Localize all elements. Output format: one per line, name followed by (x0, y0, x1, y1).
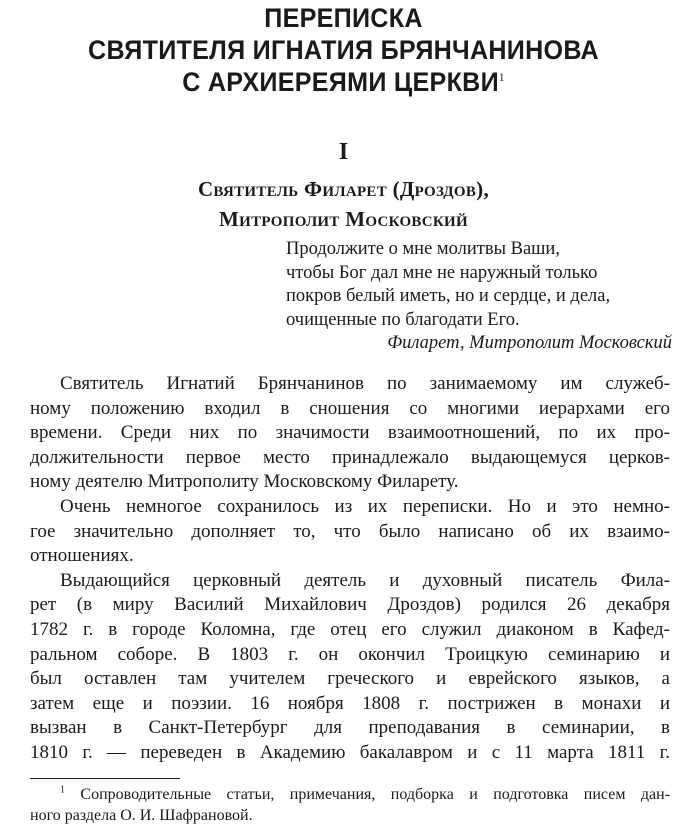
body-line: ральном соборе. В 1803 г. он окончил Троицкую семинарию и (30, 643, 670, 665)
body-line: ному деятелю Митрополиту Московскому Филарету. (30, 471, 459, 493)
epigraph (286, 238, 672, 356)
body-line: вызван в Санкт-Петербург для преподавания в семинарии, в (30, 717, 670, 739)
footnote (30, 784, 670, 826)
epigraph-signature: Филарет, Митрополит Московский (387, 333, 672, 353)
body-line: Очень немногое сохранилось из их переписки. Но и это немно- (60, 495, 670, 517)
body-line: гое значительно дополняет то, что было написано об их взаимо- (30, 520, 670, 542)
body-line: был оставлен там учителем греческого и еврейского языков, а (30, 668, 670, 690)
section-subtitle-line-1: Святитель Филарет (Дроздов), (197, 177, 490, 201)
body-line: 1810 г. — переведен в Академию бакалавром и с 11 марта 1811 г. (30, 741, 670, 763)
body-line: Выдающийся церковный деятель и духовный писатель Фила- (60, 569, 670, 591)
footnote-divider (30, 778, 180, 779)
body-line: 1782 г. в городе Коломна, где отец его служил диаконом в Кафед- (30, 618, 670, 640)
body-line: времени. Среди них по значимости взаимоотношений, по их про- (30, 422, 670, 444)
body-line: затем еще и поэзии. 16 ноября 1808 г. пострижен в монахи и (30, 692, 670, 714)
epigraph-line: очищенные по благодати Его. (286, 309, 520, 330)
epigraph-line: Продолжите о мне молитвы Ваши, (286, 239, 560, 259)
section-subtitle (0, 174, 687, 234)
body-line: ному положению входил в сношения со многими иерархами его (30, 397, 670, 419)
title-footnote-marker[interactable]: 1 (498, 70, 505, 84)
chapter-title-line-3-text: С АРХИЕРЕЯМИ ЦЕРКВИ (182, 67, 499, 97)
body-line: рет (в миру Василий Михайлович Дроздов) родился 26 декабря (30, 594, 670, 616)
footnote-line: ного раздела О. И. Шафрановой. (30, 807, 253, 824)
chapter-title-line-2: СВЯТИТЕЛЯ ИГНАТИЯ БРЯНЧАНИНОВА (88, 35, 599, 65)
footnote-marker: 1 (60, 784, 65, 796)
body-line: Святитель Игнатий Брянчанинов по занимаемому им служеб- (60, 373, 670, 394)
chapter-title-line-1: ПЕРЕПИСКА (264, 3, 423, 33)
footnote-line (30, 784, 670, 805)
epigraph-line: чтобы Бог дал мне не наружный только (286, 262, 598, 283)
footnote-line-1-text: Сопроводительные статьи, примечания, подборка и подготовка писем дан- (80, 786, 670, 803)
section-subtitle-line-2: Митрополит Московский (219, 207, 468, 231)
body-line: отношениях. (30, 545, 134, 567)
section-number: I (338, 139, 349, 165)
epigraph-line: покров белый иметь, но и сердце, и дела, (286, 286, 611, 306)
body-text (30, 372, 670, 766)
body-line: должительности первое место принадлежало выдающемуся церков- (30, 446, 670, 468)
chapter-title-line-3 (24, 66, 663, 98)
chapter-title (24, 2, 663, 98)
